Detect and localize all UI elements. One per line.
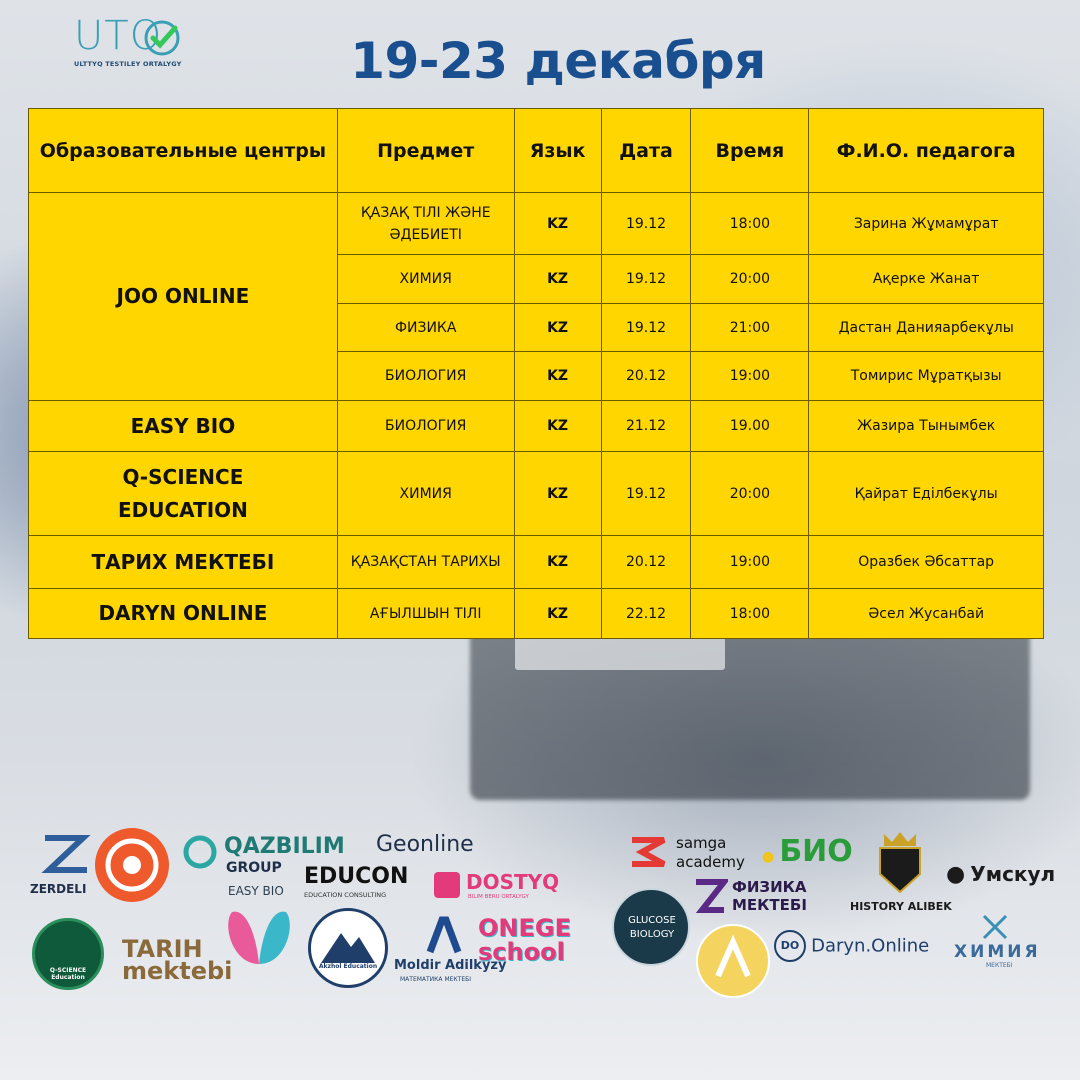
umskul-text: Умскул xyxy=(970,862,1056,886)
language-cell: KZ xyxy=(514,452,601,536)
schedule-table xyxy=(28,108,1044,639)
qscience-text: Q-SCIENCE Education xyxy=(49,967,87,981)
time-cell: 19:00 xyxy=(691,536,809,589)
teacher-cell: Оразбек Әбсаттар xyxy=(809,536,1044,589)
header-language: Язык xyxy=(514,109,601,193)
header-date: Дата xyxy=(601,109,691,193)
qscience-logo xyxy=(32,918,104,990)
qazbilim-text: QAZBILIM xyxy=(224,834,345,859)
teacher-cell: Жазира Тынымбек xyxy=(809,401,1044,452)
center-name: Q-SCIENCE EDUCATION xyxy=(29,452,338,536)
center-name: JOO ONLINE xyxy=(29,193,338,401)
time-cell: 20:00 xyxy=(691,452,809,536)
language-cell: KZ xyxy=(514,304,601,352)
butterfly-logo xyxy=(222,904,296,974)
table-row xyxy=(29,452,1044,536)
uto-logo-text: UTO xyxy=(74,13,163,59)
subject-cell: ФИЗИКА xyxy=(337,304,514,352)
date-cell: 21.12 xyxy=(601,401,691,452)
language-cell: KZ xyxy=(514,255,601,304)
samga-text: samga academy xyxy=(676,834,745,871)
crown-shield-icon xyxy=(870,828,930,896)
header-subject: Предмет xyxy=(337,109,514,193)
time-cell: 19:00 xyxy=(691,352,809,401)
time-cell: 18:00 xyxy=(691,589,809,639)
zerdeli-text: ZERDELI xyxy=(30,882,87,896)
chick-icon: ● xyxy=(762,849,775,865)
dostyq-logo xyxy=(432,870,562,910)
himiya-logo xyxy=(950,912,1050,972)
teacher-cell: Қайрат Еділбекұлы xyxy=(809,452,1044,536)
table-row xyxy=(29,589,1044,639)
subject-cell: АҒЫЛШЫН ТІЛІ xyxy=(337,589,514,639)
subject-cell: ХИМИЯ xyxy=(337,452,514,536)
himiya-text: ХИМИЯ xyxy=(954,942,1041,962)
umskul-logo xyxy=(946,862,1070,902)
easy-bio-text: EASY BIO xyxy=(228,884,284,898)
glucose-text: GLUCOSE BIOLOGY xyxy=(628,915,676,940)
table-row xyxy=(29,401,1044,452)
moldir-subtitle: МАТЕМАТИКА МЕКТЕБІ xyxy=(400,976,472,983)
educon-logo xyxy=(304,864,419,904)
table-row xyxy=(29,536,1044,589)
moldir-text: Moldir Adilkyzy xyxy=(394,958,507,973)
teacher-cell: Әсел Жусанбай xyxy=(809,589,1044,639)
teacher-cell: Ақерке Жанат xyxy=(809,255,1044,304)
akzhol-text: Akzhol Education xyxy=(318,963,378,970)
zerdeli-emblem-icon xyxy=(35,830,95,880)
subject-cell: ХИМИЯ xyxy=(337,255,514,304)
date-cell: 19.12 xyxy=(601,193,691,255)
history-alibek-text: HISTORY ALIBEK xyxy=(850,900,952,913)
qazbilim-group-text: GROUP xyxy=(226,860,282,876)
subject-cell: ҚАЗАҚ ТІЛІ ЖӘНЕ ӘДЕБИЕТІ xyxy=(337,193,514,255)
time-cell: 20:00 xyxy=(691,255,809,304)
language-cell: KZ xyxy=(514,536,601,589)
onege-text: ONEGE school xyxy=(478,914,571,966)
language-cell: KZ xyxy=(514,352,601,401)
center-name: EASY BIO xyxy=(29,401,338,452)
history-alibek-logo xyxy=(848,828,952,918)
moldir-emblem-icon xyxy=(424,916,464,956)
subject-cell: ҚАЗАҚСТАН ТАРИХЫ xyxy=(337,536,514,589)
teacher-cell: Томирис Мұратқызы xyxy=(809,352,1044,401)
date-cell: 22.12 xyxy=(601,589,691,639)
mountain-icon xyxy=(311,919,385,969)
subject-cell: БИОЛОГИЯ xyxy=(337,401,514,452)
educon-text: EDUCON xyxy=(304,864,409,889)
partner-logos xyxy=(0,820,1080,1000)
daryn-text: Daryn.Online xyxy=(811,935,930,957)
educon-subtitle: EDUCATION CONSULTING xyxy=(304,891,387,899)
geonline-text: Geonline xyxy=(376,832,474,857)
s-emblem-icon xyxy=(95,828,169,902)
dostyq-text: DOSTYQ xyxy=(466,870,560,894)
time-cell: 19.00 xyxy=(691,401,809,452)
teacher-cell: Зарина Жұмамұрат xyxy=(809,193,1044,255)
teacher-cell: Дастан Данияарбекұлы xyxy=(809,304,1044,352)
a-emblem-icon xyxy=(698,926,768,996)
header-time: Время xyxy=(691,109,809,193)
bio-logo xyxy=(762,834,862,874)
header-teacher: Ф.И.О. педагога xyxy=(809,109,1044,193)
onege-logo xyxy=(478,916,614,980)
time-cell: 18:00 xyxy=(691,193,809,255)
samga-emblem-icon xyxy=(628,832,668,872)
language-cell: KZ xyxy=(514,193,601,255)
center-name: ТАРИХ МЕКТЕБІ xyxy=(29,536,338,589)
subject-cell: БИОЛОГИЯ xyxy=(337,352,514,401)
himiya-subtitle: МЕКТЕБІ xyxy=(986,962,1013,969)
arys-logo xyxy=(696,924,770,998)
date-cell: 19.12 xyxy=(601,304,691,352)
butterfly-icon xyxy=(222,904,296,974)
fizika-logo xyxy=(692,876,842,920)
bear-icon: ● xyxy=(946,862,966,887)
do-badge-icon: DO xyxy=(774,930,806,962)
page-title: 19-23 декабря xyxy=(350,32,766,90)
bio-text: БИО xyxy=(779,834,853,869)
s-circle-logo xyxy=(95,828,169,902)
date-cell: 20.12 xyxy=(601,352,691,401)
qazbilim-emblem-icon xyxy=(182,834,218,870)
date-cell: 20.12 xyxy=(601,536,691,589)
fizika-emblem-icon xyxy=(692,878,728,914)
akzhol-logo xyxy=(308,908,388,988)
glucose-logo xyxy=(612,888,690,966)
date-cell: 19.12 xyxy=(601,452,691,536)
fizika-text: ФИЗИКА МЕКТЕБІ xyxy=(732,878,807,914)
tarih-text: TARIH mektebi xyxy=(122,935,233,985)
zerdeli-logo xyxy=(30,830,100,910)
language-cell: KZ xyxy=(514,589,601,639)
table-header-row xyxy=(29,109,1044,193)
table-row xyxy=(29,193,1044,255)
daryn-logo xyxy=(774,930,954,966)
time-cell: 21:00 xyxy=(691,304,809,352)
dostyq-subtitle: BILIM BERU ORTALYGY xyxy=(468,894,529,900)
center-name: DARYN ONLINE xyxy=(29,589,338,639)
samga-logo xyxy=(628,832,758,882)
flask-icon xyxy=(980,912,1010,942)
date-cell: 19.12 xyxy=(601,255,691,304)
book-icon xyxy=(432,870,462,900)
header-centers: Образовательные центры xyxy=(29,109,338,193)
uto-logo-subtitle: ULTTYQ TESTILEY ORTALYGY xyxy=(74,60,182,68)
language-cell: KZ xyxy=(514,401,601,452)
